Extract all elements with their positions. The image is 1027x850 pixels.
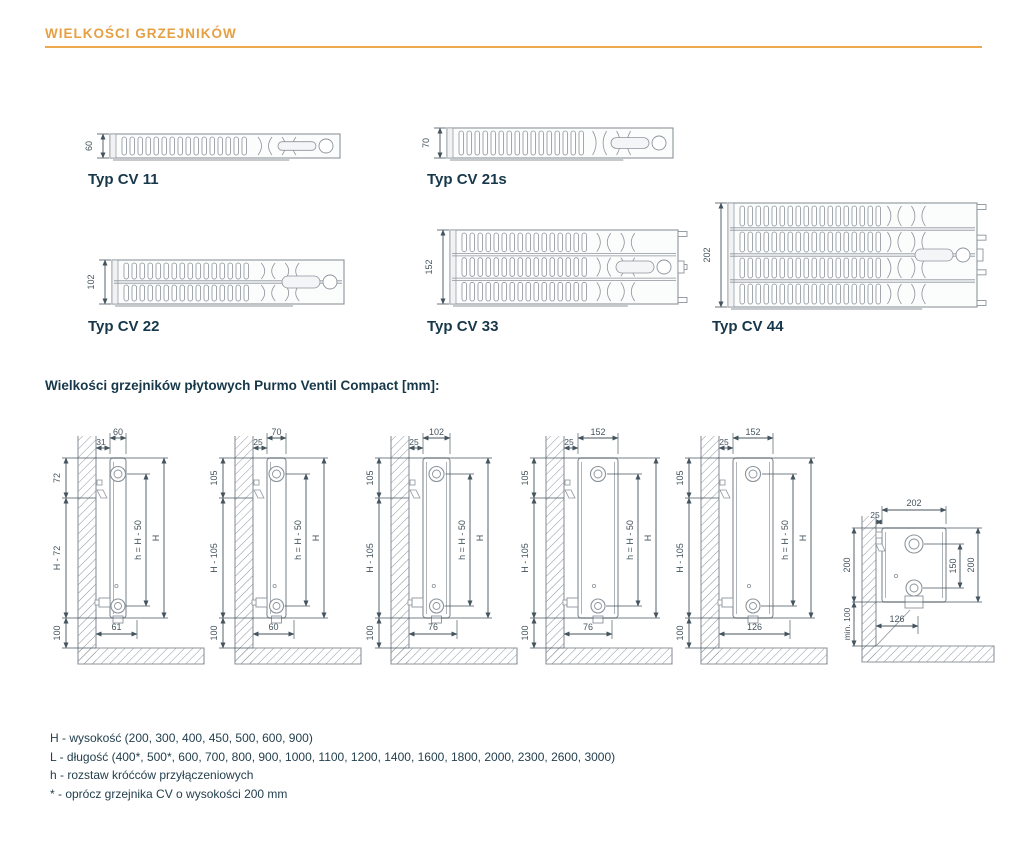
dimension-text: h = H - 50 bbox=[293, 520, 303, 560]
valve-block bbox=[99, 598, 110, 607]
technical-drawing bbox=[365, 424, 527, 672]
floor-hatch bbox=[546, 648, 672, 664]
floor-hatch bbox=[391, 648, 517, 664]
footnote-line: H - wysokość (200, 300, 400, 450, 500, 600, 900) bbox=[50, 731, 313, 745]
dimension-text: 202 bbox=[702, 247, 712, 263]
dimension-text: 200 bbox=[842, 557, 852, 573]
dimension-text: 76 bbox=[582, 622, 594, 632]
wall-hatch bbox=[391, 436, 409, 664]
radiator-top-view-cv21s bbox=[421, 125, 687, 170]
dimension-text: H - 105 bbox=[520, 543, 530, 573]
dimension-text: 25 bbox=[564, 437, 574, 447]
valve-connection bbox=[430, 599, 444, 613]
dimension-text: 60 bbox=[268, 622, 279, 632]
floor-hatch bbox=[701, 648, 827, 664]
dimension-text: 150 bbox=[948, 558, 958, 574]
wall-hatch bbox=[546, 436, 564, 664]
wall-bracket bbox=[720, 480, 725, 485]
vent-connection bbox=[905, 535, 923, 553]
radiator-top-view-cv22 bbox=[86, 257, 358, 316]
dimension-text: H - 105 bbox=[675, 543, 685, 573]
connection-circle bbox=[956, 248, 970, 262]
installation-detail-view bbox=[842, 466, 1022, 689]
technical-drawing bbox=[52, 424, 214, 672]
valve-connection bbox=[591, 599, 605, 613]
technical-drawing bbox=[209, 424, 371, 672]
dimension-text: H bbox=[311, 534, 321, 542]
dimension-text: h = H - 50 bbox=[457, 520, 467, 560]
dimension-text: 105 bbox=[365, 470, 375, 486]
connection-circle bbox=[319, 139, 333, 153]
dimension-text: 102 bbox=[428, 427, 445, 437]
dimension-text: H bbox=[798, 534, 808, 542]
side-view-cv11 bbox=[52, 424, 214, 677]
valve-connection bbox=[746, 599, 760, 613]
dimension-text: 60 bbox=[84, 140, 94, 152]
wall-hatch bbox=[862, 516, 876, 662]
dimension-text: 70 bbox=[271, 427, 282, 437]
valve-block bbox=[722, 598, 733, 607]
dimension-text: h = H - 50 bbox=[780, 520, 790, 560]
connector-stub bbox=[977, 301, 986, 306]
dimension-text: 25 bbox=[253, 437, 263, 447]
vent-connection bbox=[591, 467, 606, 482]
type-label-cv33: Typ CV 33 bbox=[427, 318, 499, 335]
dimension-text: H - 72 bbox=[52, 545, 62, 571]
dimension-text: 70 bbox=[421, 137, 431, 149]
wall-bracket bbox=[565, 480, 570, 485]
dimension-text: 105 bbox=[520, 470, 530, 486]
vent-connection bbox=[746, 467, 761, 482]
dimension-text: min. 100 bbox=[842, 607, 852, 641]
technical-drawing bbox=[842, 466, 1022, 684]
technical-drawing bbox=[421, 125, 687, 165]
connector-stub bbox=[678, 232, 687, 237]
connector-stub bbox=[977, 235, 986, 240]
floor-hatch bbox=[235, 648, 361, 664]
dimension-text: 202 bbox=[906, 498, 922, 508]
wall-hatch bbox=[701, 436, 719, 664]
dimension-text: 200 bbox=[966, 557, 976, 573]
dimension-text: 72 bbox=[52, 472, 62, 484]
connector-stub bbox=[977, 270, 986, 275]
dimension-text: h = H - 50 bbox=[625, 520, 635, 560]
footnotes bbox=[50, 729, 615, 803]
dimension-text: 76 bbox=[427, 622, 439, 632]
connector-stub bbox=[977, 205, 986, 210]
dimension-text: 100 bbox=[52, 625, 62, 641]
radiator-top-view-cv44 bbox=[702, 200, 991, 319]
wall-bracket bbox=[876, 532, 882, 538]
dimension-text: 102 bbox=[86, 274, 96, 290]
section-heading: Wielkości grzejników płytowych Purmo Ventil Compact [mm]: bbox=[45, 378, 440, 393]
dimension-text: 105 bbox=[209, 470, 219, 486]
technical-drawing bbox=[86, 257, 358, 311]
dimension-text: h = H - 50 bbox=[133, 520, 143, 560]
dimension-text: 100 bbox=[365, 625, 375, 641]
wall-bracket bbox=[254, 480, 259, 485]
dimension-text: H - 105 bbox=[365, 543, 375, 573]
technical-drawing bbox=[424, 227, 692, 311]
dimension-text: 60 bbox=[112, 427, 124, 437]
dimension-text: 31 bbox=[96, 437, 106, 447]
valve-block bbox=[567, 598, 578, 607]
vent-connection bbox=[429, 467, 444, 482]
type-label-cv22: Typ CV 22 bbox=[88, 318, 160, 335]
dimension-text: 25 bbox=[409, 437, 419, 447]
dimension-text: 152 bbox=[424, 259, 434, 275]
valve-connection bbox=[906, 580, 922, 596]
technical-drawing bbox=[520, 424, 682, 672]
valve-connection bbox=[270, 599, 284, 613]
wall-bracket bbox=[97, 480, 102, 485]
dimension-text: 126 bbox=[746, 622, 763, 632]
header-rule bbox=[45, 46, 982, 48]
side-view-cv22 bbox=[365, 424, 527, 677]
footnote-line: L - długość (400*, 500*, 600, 700, 800, 900, 1000, 1100, 1200, 1400, 1600, 1800, 2000, 2300, 2600, 3000) bbox=[50, 749, 616, 764]
footnote-line: * - oprócz grzejnika CV o wysokości 200 mm bbox=[50, 786, 288, 801]
side-connector bbox=[977, 249, 983, 261]
dimension-text: 100 bbox=[520, 625, 530, 641]
dimension-text: 25 bbox=[870, 510, 880, 520]
technical-drawing bbox=[675, 424, 837, 672]
side-view-cv44 bbox=[675, 424, 837, 677]
floor-hatch bbox=[78, 648, 204, 664]
dimension-text: 126 bbox=[889, 614, 905, 624]
dimension-text: 25 bbox=[719, 437, 729, 447]
dimension-text: 100 bbox=[209, 625, 219, 641]
vent-connection bbox=[269, 467, 284, 482]
connection-circle bbox=[323, 275, 337, 289]
page-title: WIELKOŚCI GRZEJNIKÓW bbox=[45, 26, 237, 41]
dimension-text: H - 105 bbox=[209, 543, 219, 573]
valve-connection bbox=[111, 599, 125, 613]
technical-drawing bbox=[84, 131, 354, 165]
dimension-text: 152 bbox=[745, 427, 761, 437]
dimension-text: H bbox=[475, 534, 485, 542]
dimension-text: 152 bbox=[590, 427, 606, 437]
vent-connection bbox=[111, 467, 126, 482]
wall-hatch bbox=[235, 436, 253, 664]
radiator-top-view-cv11 bbox=[84, 131, 354, 170]
dimension-text: 61 bbox=[111, 622, 122, 632]
wall-bracket bbox=[410, 480, 415, 485]
type-label-cv21s: Typ CV 21s bbox=[427, 171, 507, 188]
connection-circle bbox=[652, 136, 666, 150]
valve-block bbox=[256, 598, 267, 607]
type-label-cv11: Typ CV 11 bbox=[88, 171, 159, 188]
valve-block bbox=[412, 598, 423, 607]
type-label-cv44: Typ CV 44 bbox=[712, 318, 784, 335]
wall-hatch bbox=[78, 436, 96, 664]
dimension-text: 105 bbox=[675, 470, 685, 486]
connector-stub bbox=[678, 298, 687, 303]
radiator-top-view-cv33 bbox=[424, 227, 692, 316]
connection-circle bbox=[657, 260, 671, 274]
side-connector bbox=[678, 261, 684, 273]
floor-hatch bbox=[862, 646, 994, 662]
side-view-cv21s bbox=[209, 424, 371, 677]
dimension-text: H bbox=[151, 534, 161, 542]
footnote-line: h - rozstaw króćców przyłączeniowych bbox=[50, 768, 254, 782]
dimension-text: 100 bbox=[675, 625, 685, 641]
dimension-text: H bbox=[643, 534, 653, 542]
side-view-cv33 bbox=[520, 424, 682, 677]
technical-drawing bbox=[702, 200, 991, 314]
